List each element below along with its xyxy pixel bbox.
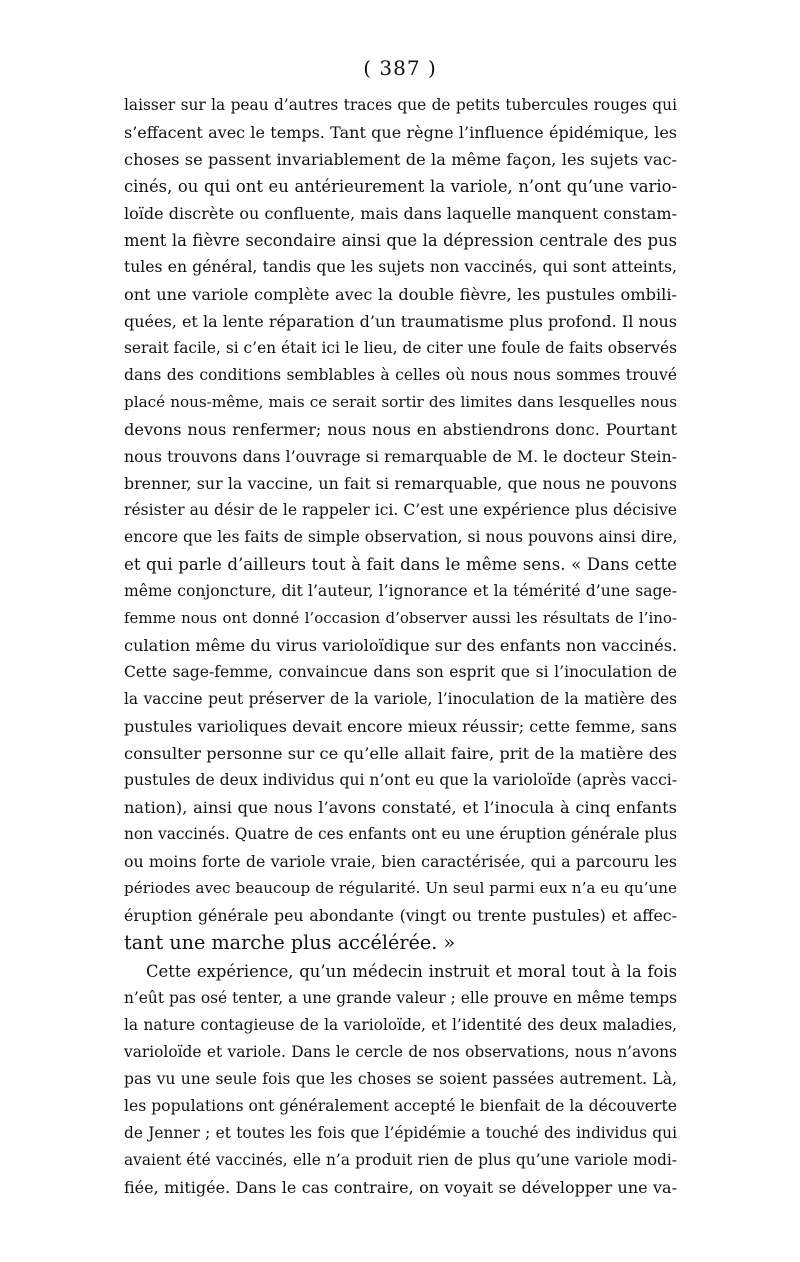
text-line: brenner, sur la vaccine, un fait si remarquable, que nous ne pouvons (124, 474, 677, 493)
text-line: ont une variole complète avec la double fièvre, les pustules ombili- (124, 285, 677, 304)
text-line: femme nous ont donné l’occasion d’observer aussi les résultats de l’ino- (124, 609, 677, 627)
text-line: même conjoncture, dit l’auteur, l’ignorance et la témérité d’une sage- (124, 582, 677, 600)
text-line: varioloïde et variole. Dans le cercle de nos observations, nous n’avons (124, 1043, 677, 1061)
text-line: dans des conditions semblables à celles où nous nous sommes trouvé (124, 366, 677, 384)
text-line: de Jenner ; et toutes les fois que l’épidémie a touché des individus qui (124, 1124, 677, 1142)
text-line: résister au désir de le rappeler ici. C’est une expérience plus décisive (124, 501, 677, 519)
paragraph-1 (124, 92, 677, 956)
text-line: quées, et la lente réparation d’un traumatisme plus profond. Il nous (124, 312, 677, 331)
text-line: devons nous renfermer; nous nous en abstiendrons donc. Pourtant (124, 420, 677, 439)
text-line: pas vu une seule fois que les choses se soient passées autrement. Là, (124, 1070, 677, 1088)
text-line: fiée, mitigée. Dans le cas contraire, on voyait se développer une va- (124, 1178, 677, 1197)
text-line: nous trouvons dans l’ouvrage si remarquable de M. le docteur Stein- (124, 447, 677, 466)
text-line: culation même du virus varioloïdique sur des enfants non vaccinés. (124, 636, 677, 655)
text-line: et qui parle d’ailleurs tout à fait dans le même sens. « Dans cette (124, 555, 677, 574)
text-line: n’eût pas osé tenter, a une grande valeur ; elle prouve en même temps (124, 989, 677, 1007)
text-line: tules en général, tandis que les sujets non vaccinés, qui sont atteints, (124, 258, 677, 276)
text-line: ou moins forte de variole vraie, bien caractérisée, qui a parcouru les (124, 852, 677, 871)
text-line: avaient été vaccinés, elle n’a produit rien de plus qu’une variole modi- (124, 1151, 677, 1169)
page-number: ( 387 ) (363, 56, 437, 80)
text-line: cinés, ou qui ont eu antérieurement la variole, n’ont qu’une vario- (124, 177, 677, 196)
text-line: pustules varioliques devait encore mieux réussir; cette femme, sans (124, 717, 677, 736)
text-line: la vaccine peut préserver de la variole, l’inoculation de la matière des (124, 690, 677, 708)
text-line: placé nous-même, mais ce serait sortir des limites dans lesquelles nous (124, 393, 677, 411)
text-line: serait facile, si c’en était ici le lieu, de citer une foule de faits observés (124, 339, 677, 357)
text-line: laisser sur la peau d’autres traces que de petits tubercules rouges qui (124, 96, 677, 114)
text-line: pustules de deux individus qui n’ont eu que la varioloïde (après vacci- (124, 771, 677, 789)
text-line: Cette expérience, qu’un médecin instruit et moral tout à la fois (146, 962, 677, 981)
text-line: nation), ainsi que nous l’avons constaté, et l’inocula à cinq enfants (124, 798, 677, 817)
text-line: périodes avec beaucoup de régularité. Un seul parmi eux n’a eu qu’une (124, 879, 677, 897)
text-line: s’effacent avec le temps. Tant que règne l’influence épidémique, les (124, 123, 677, 142)
text-line: encore que les faits de simple observation, si nous pouvons ainsi dire, (124, 528, 677, 546)
text-line: la nature contagieuse de la varioloïde, et l’identité des deux maladies, (124, 1016, 677, 1034)
text-line: les populations ont généralement accepté le bienfait de la découverte (124, 1097, 677, 1115)
text-line: ment la fièvre secondaire ainsi que la dépression centrale des pus (124, 231, 677, 250)
text-line: consulter personne sur ce qu’elle allait faire, prit de la matière des (124, 744, 677, 763)
text-line: loïde discrète ou confluente, mais dans laquelle manquent constam- (124, 204, 677, 223)
paragraph-2 (124, 958, 677, 1201)
text-line: choses se passent invariablement de la même façon, les sujets vac- (124, 150, 677, 169)
body-text (124, 92, 677, 1201)
text-line: tant une marche plus accélérée. » (124, 931, 456, 954)
text-line: Cette sage-femme, convaincue dans son esprit que si l’inoculation de (124, 663, 677, 681)
text-line: éruption générale peu abondante (vingt ou trente pustules) et affec- (124, 906, 677, 925)
text-line: non vaccinés. Quatre de ces enfants ont eu une éruption générale plus (124, 825, 677, 843)
